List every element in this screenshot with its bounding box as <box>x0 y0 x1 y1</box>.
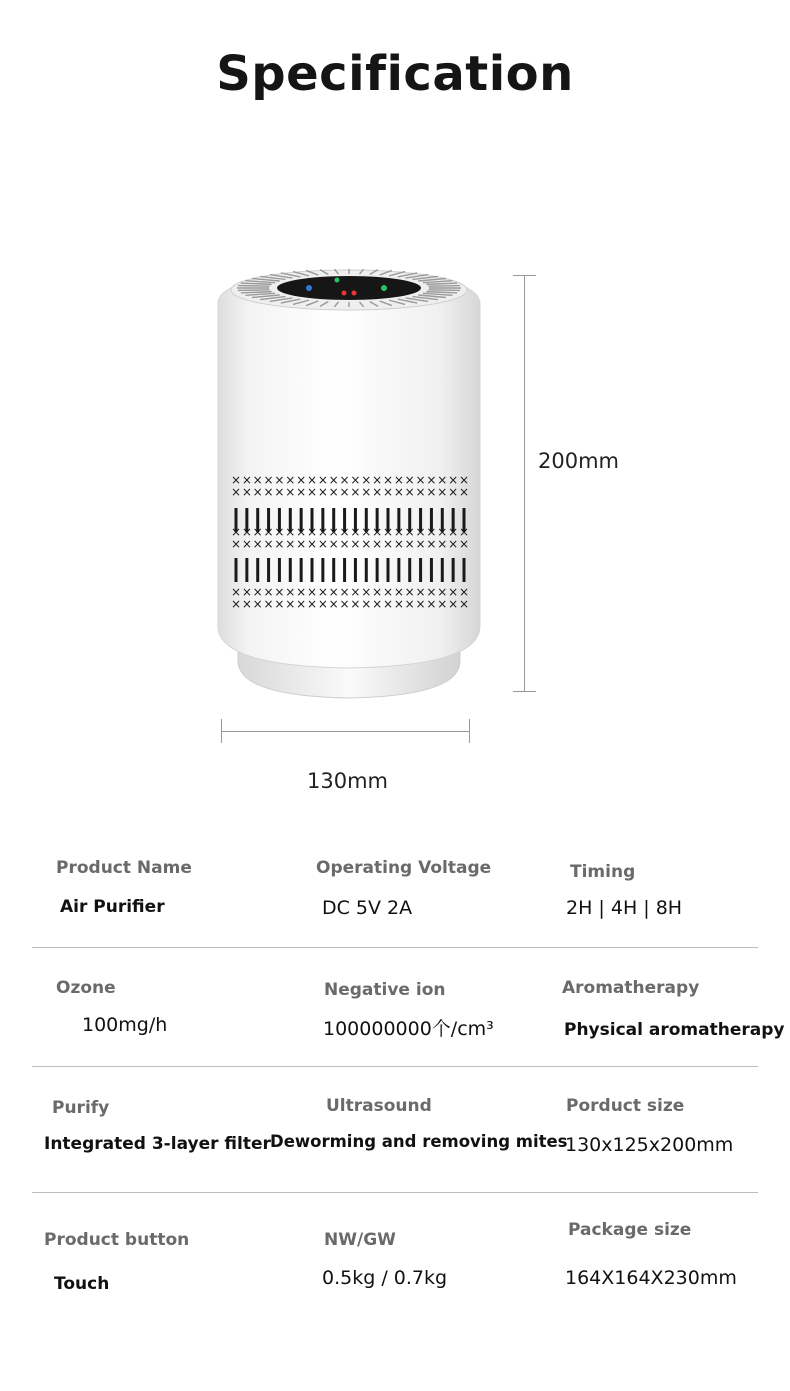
spec-label-product-name: Product Name <box>56 858 192 878</box>
air-purifier-image <box>214 266 484 702</box>
svg-text:×: × <box>458 485 470 499</box>
svg-text:×: × <box>241 473 252 487</box>
spec-value-ozone: 100mg/h <box>82 1014 168 1036</box>
svg-text:×: × <box>361 537 372 551</box>
spec-label-nw-gw: NW/GW <box>324 1230 396 1250</box>
spec-label-operating-voltage: Operating Voltage <box>316 858 492 878</box>
svg-text:×: × <box>372 585 383 599</box>
svg-text:×: × <box>372 473 383 487</box>
spec-label-ozone: Ozone <box>56 978 116 998</box>
svg-text:×: × <box>317 537 328 551</box>
svg-text:×: × <box>296 485 307 499</box>
svg-text:×: × <box>426 597 437 611</box>
svg-text:×: × <box>404 473 415 487</box>
svg-text:×: × <box>415 485 426 499</box>
svg-text:×: × <box>339 597 350 611</box>
svg-text:×: × <box>437 473 448 487</box>
spec-value-package-size: 164X164X230mm <box>565 1267 737 1289</box>
spec-value-operating-voltage: DC 5V 2A <box>322 897 413 919</box>
svg-text:×: × <box>252 473 263 487</box>
svg-text:×: × <box>350 597 361 611</box>
spec-value-negative-ion: 100000000个/cm³ <box>323 1018 494 1040</box>
svg-text:×: × <box>230 585 242 599</box>
svg-text:×: × <box>372 525 383 539</box>
svg-text:×: × <box>437 597 448 611</box>
svg-text:×: × <box>274 485 285 499</box>
svg-text:×: × <box>285 525 296 539</box>
svg-text:×: × <box>404 525 415 539</box>
page-title: Specification <box>216 46 574 102</box>
svg-text:×: × <box>393 585 404 599</box>
svg-text:×: × <box>296 597 307 611</box>
svg-text:×: × <box>306 473 318 487</box>
svg-text:×: × <box>404 585 415 599</box>
svg-text:×: × <box>372 537 383 551</box>
spec-value-ultrasound: Deworming and removing mites <box>270 1132 568 1151</box>
svg-text:×: × <box>252 597 263 611</box>
svg-text:×: × <box>382 473 394 487</box>
svg-text:×: × <box>415 537 426 551</box>
svg-text:×: × <box>361 525 372 539</box>
width-dimension-label: 130mm <box>307 769 388 793</box>
spec-label-package-size: Package size <box>568 1220 692 1240</box>
width-dimension-cap-right <box>469 719 470 743</box>
svg-text:×: × <box>382 485 394 499</box>
spec-value-product-name: Air Purifier <box>60 897 165 917</box>
svg-text:×: × <box>339 473 350 487</box>
svg-text:×: × <box>350 537 361 551</box>
svg-text:×: × <box>263 585 274 599</box>
spec-label-ultrasound: Ultrasound <box>326 1096 432 1116</box>
svg-text:×: × <box>230 473 242 487</box>
svg-text:×: × <box>274 525 285 539</box>
svg-text:×: × <box>317 485 328 499</box>
spec-value-product-size: 130x125x200mm <box>565 1134 734 1156</box>
svg-text:×: × <box>372 597 383 611</box>
svg-text:×: × <box>285 585 296 599</box>
svg-text:×: × <box>252 525 263 539</box>
svg-text:×: × <box>458 525 470 539</box>
svg-text:×: × <box>350 525 361 539</box>
svg-text:×: × <box>448 473 459 487</box>
svg-text:×: × <box>274 597 285 611</box>
svg-text:×: × <box>426 585 437 599</box>
svg-text:×: × <box>415 473 426 487</box>
svg-text:×: × <box>263 537 274 551</box>
height-dimension-line <box>524 275 525 692</box>
spec-label-timing: Timing <box>570 862 636 882</box>
svg-text:×: × <box>296 585 307 599</box>
svg-text:×: × <box>241 485 252 499</box>
svg-text:×: × <box>361 473 372 487</box>
svg-text:×: × <box>230 525 242 539</box>
svg-text:×: × <box>274 473 285 487</box>
svg-text:×: × <box>393 597 404 611</box>
svg-text:×: × <box>448 585 459 599</box>
svg-text:×: × <box>437 537 448 551</box>
svg-text:×: × <box>426 525 437 539</box>
row-divider <box>32 1192 758 1193</box>
spec-label-aromatherapy: Aromatherapy <box>562 978 700 998</box>
svg-text:×: × <box>285 597 296 611</box>
svg-text:×: × <box>328 525 339 539</box>
svg-text:×: × <box>306 537 318 551</box>
svg-text:×: × <box>296 525 307 539</box>
svg-text:×: × <box>317 585 328 599</box>
svg-text:×: × <box>393 525 404 539</box>
svg-text:×: × <box>393 485 404 499</box>
svg-text:×: × <box>285 485 296 499</box>
height-dimension-label: 200mm <box>538 449 619 473</box>
svg-text:×: × <box>350 485 361 499</box>
row-divider <box>32 1066 758 1067</box>
svg-text:×: × <box>263 597 274 611</box>
svg-text:×: × <box>361 597 372 611</box>
svg-text:×: × <box>263 525 274 539</box>
svg-text:×: × <box>437 485 448 499</box>
svg-text:×: × <box>404 597 415 611</box>
svg-text:×: × <box>339 525 350 539</box>
svg-text:×: × <box>426 473 437 487</box>
svg-text:×: × <box>415 525 426 539</box>
svg-text:×: × <box>404 537 415 551</box>
svg-text:×: × <box>458 597 470 611</box>
svg-text:×: × <box>241 597 252 611</box>
svg-text:×: × <box>230 485 242 499</box>
spec-label-product-button: Product button <box>44 1230 190 1250</box>
svg-text:×: × <box>339 485 350 499</box>
spec-value-aromatherapy: Physical aromatherapy <box>564 1020 785 1040</box>
svg-text:×: × <box>393 537 404 551</box>
svg-text:×: × <box>274 537 285 551</box>
svg-text:×: × <box>382 597 394 611</box>
svg-text:×: × <box>372 485 383 499</box>
spec-value-nw-gw: 0.5kg / 0.7kg <box>322 1267 448 1289</box>
spec-value-product-button: Touch <box>54 1274 110 1294</box>
svg-text:×: × <box>306 525 318 539</box>
row-divider <box>32 947 758 948</box>
svg-text:×: × <box>404 485 415 499</box>
svg-text:×: × <box>328 473 339 487</box>
svg-text:×: × <box>458 473 470 487</box>
svg-text:×: × <box>339 585 350 599</box>
svg-text:×: × <box>339 537 350 551</box>
svg-text:×: × <box>296 473 307 487</box>
svg-text:×: × <box>230 537 242 551</box>
svg-text:×: × <box>241 585 252 599</box>
spec-value-purify: Integrated 3-layer filter <box>44 1134 271 1154</box>
svg-text:×: × <box>437 525 448 539</box>
svg-text:×: × <box>306 585 318 599</box>
svg-text:×: × <box>382 525 394 539</box>
svg-text:×: × <box>382 585 394 599</box>
svg-text:×: × <box>274 585 285 599</box>
svg-text:×: × <box>306 597 318 611</box>
svg-text:×: × <box>448 485 459 499</box>
svg-text:×: × <box>426 485 437 499</box>
height-dimension-cap-bottom <box>513 691 536 692</box>
svg-text:×: × <box>448 537 459 551</box>
svg-text:×: × <box>328 585 339 599</box>
svg-text:×: × <box>317 525 328 539</box>
svg-text:×: × <box>263 473 274 487</box>
svg-text:×: × <box>350 585 361 599</box>
svg-text:×: × <box>458 585 470 599</box>
spec-label-product-size: Porduct size <box>566 1096 685 1116</box>
svg-text:×: × <box>252 485 263 499</box>
svg-text:×: × <box>448 525 459 539</box>
svg-text:×: × <box>328 485 339 499</box>
svg-text:×: × <box>415 597 426 611</box>
svg-text:×: × <box>252 585 263 599</box>
svg-text:×: × <box>241 537 252 551</box>
svg-text:×: × <box>306 485 318 499</box>
svg-text:×: × <box>350 473 361 487</box>
spec-label-purify: Purify <box>52 1098 110 1118</box>
svg-text:×: × <box>263 485 274 499</box>
svg-text:×: × <box>328 537 339 551</box>
svg-text:×: × <box>382 537 394 551</box>
svg-text:×: × <box>296 537 307 551</box>
width-dimension-cap-left <box>221 719 222 743</box>
svg-text:×: × <box>317 597 328 611</box>
svg-text:×: × <box>241 525 252 539</box>
svg-text:×: × <box>285 473 296 487</box>
svg-text:×: × <box>448 597 459 611</box>
svg-text:×: × <box>252 537 263 551</box>
svg-text:×: × <box>361 485 372 499</box>
svg-text:×: × <box>426 537 437 551</box>
svg-text:×: × <box>317 473 328 487</box>
svg-text:×: × <box>437 585 448 599</box>
spec-value-timing: 2H | 4H | 8H <box>566 897 683 919</box>
svg-text:×: × <box>328 597 339 611</box>
width-dimension-line <box>221 731 469 732</box>
svg-text:×: × <box>393 473 404 487</box>
spec-label-negative-ion: Negative ion <box>324 980 446 1000</box>
svg-text:×: × <box>285 537 296 551</box>
svg-text:×: × <box>230 597 242 611</box>
height-dimension-cap-top <box>513 275 536 276</box>
svg-text:×: × <box>458 537 470 551</box>
svg-text:×: × <box>415 585 426 599</box>
svg-text:×: × <box>361 585 372 599</box>
